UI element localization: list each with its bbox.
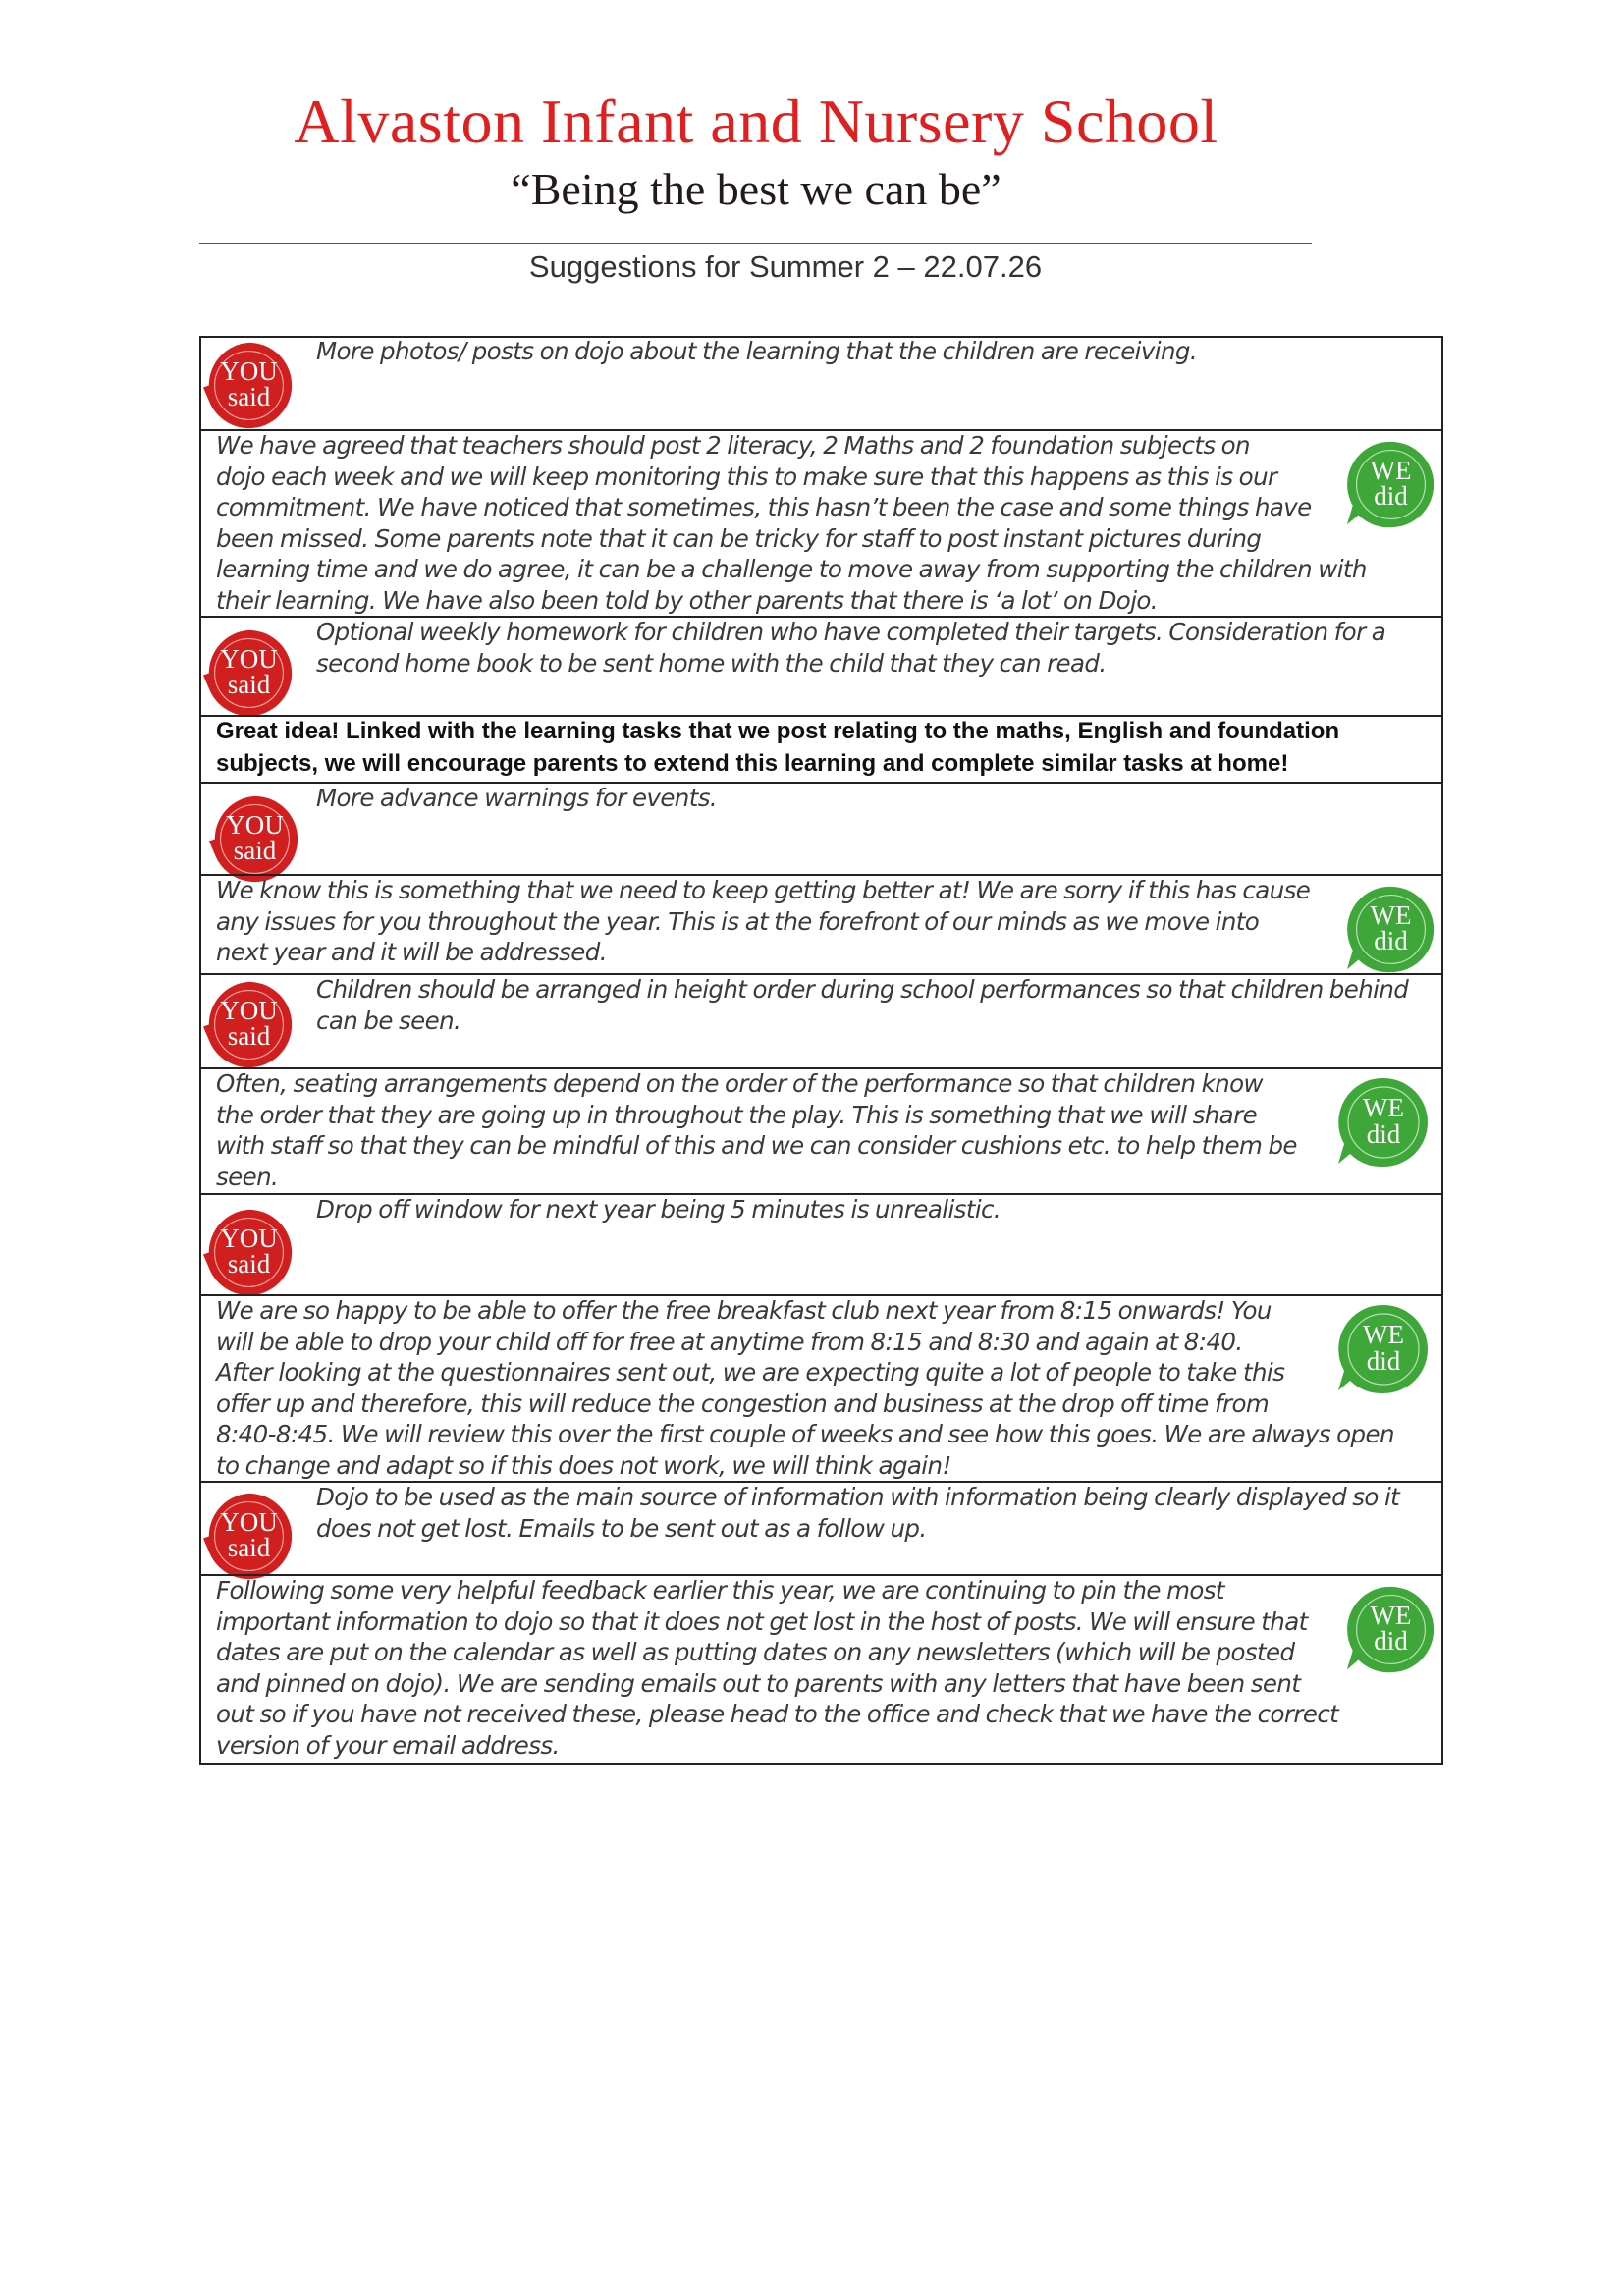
said-label: said: [227, 670, 271, 699]
we-did-badge: [1343, 1582, 1438, 1677]
you-label: YOU: [220, 1224, 278, 1253]
you-said-row: [201, 782, 1441, 874]
you-said-row: [201, 973, 1441, 1067]
we-did-row: [201, 715, 1441, 782]
you-said-badge: [201, 338, 297, 433]
did-label: did: [1374, 926, 1408, 955]
you-label: YOU: [220, 644, 278, 674]
school-motto: “Being the best we can be”: [511, 164, 1001, 214]
you-said-text: Children should be arranged in height order during school performances so that children behind can be seen.: [316, 975, 1409, 1035]
we-did-text: Great idea! Linked with the learning tasks that we post relating to the maths, English and foundation subjects, we will encourage parents to extend this learning and complete similar tasks at home!: [216, 718, 1340, 777]
you-said-text: Optional weekly homework for children who have completed their targets. Consideration for a second home book to be sent home with the child that they can read.: [316, 618, 1386, 678]
we-label: WE: [1370, 900, 1412, 930]
we-did-badge: [1343, 882, 1438, 977]
you-said-badge: [201, 1205, 297, 1300]
said-label: said: [227, 1533, 271, 1562]
document-subtitle: Suggestions for Summer 2 – 22.07.26: [528, 249, 1043, 284]
you-label: YOU: [220, 996, 278, 1025]
you-said-badge: [201, 626, 297, 721]
feedback-table: [199, 336, 1443, 1765]
you-label: YOU: [226, 810, 284, 840]
we-did-row: [201, 1067, 1441, 1193]
we-label: WE: [1363, 1093, 1404, 1122]
you-said-badge: [207, 791, 302, 887]
you-label: YOU: [220, 356, 278, 386]
did-label: did: [1366, 1119, 1401, 1149]
you-said-badge: [201, 977, 297, 1072]
we-did-text: Following some very helpful feedback earlier this year, we are continuing to pin the most important information to dojo so that it does not get lost in the host of posts. We will ensure that dates are put on the calendar as well as putting dates on any newsletters (which will be posted and pinned on dojo). We are sending emails out to parents with any letters that have been sent out so if you have not received these, please head to the office and check that we have the correct version of your email address.: [216, 1576, 1339, 1760]
school-name: Alvaston Infant and Nursery School: [294, 86, 1218, 156]
you-said-badge: [201, 1489, 297, 1584]
said-label: said: [227, 382, 271, 411]
we-label: WE: [1370, 1601, 1412, 1630]
we-did-text: We have agreed that teachers should post 2 literacy, 2 Maths and 2 foundation subjects on dojo each week and we will keep monitoring this to make sure that this happens as this is our commitment. We have noticed that sometimes, this hasn’t been the case and some things have been missed. Some parents note that it can be tricky for staff to post instant pictures during learning time and we do agree, it can be a challenge to move away from supporting the children with their learning. We have also been told by other parents that there is ‘a lot’ on Dojo.: [216, 431, 1367, 615]
you-said-row: [201, 1481, 1441, 1574]
we-did-row: [201, 429, 1441, 616]
said-label: said: [227, 1249, 271, 1279]
we-did-row: [201, 1294, 1441, 1481]
we-did-text: We know this is something that we need to keep getting better at! We are sorry if this has cause any issues for you throughout the year. This is at the forefront of our minds as we move into next year and it will be addressed.: [216, 876, 1311, 966]
header-divider: [199, 243, 1312, 244]
you-said-text: More photos/ posts on dojo about the learning that the children are receiving.: [316, 337, 1198, 365]
we-did-row: [201, 874, 1441, 973]
did-label: did: [1374, 481, 1408, 511]
you-said-row: [201, 616, 1441, 715]
we-label: WE: [1370, 456, 1412, 485]
we-did-text: We are so happy to be able to offer the free breakfast club next year from 8:15 onwards! You will be able to drop your child off for free at anytime from 8:15 and 8:30 and again at 8:40. After looking at the questionnaires sent out, we are expecting quite a lot of people to take this offer up and therefore, this will reduce the congestion and business at the drop off time from 8:40-8:45. We will review this over the first couple of weeks and see how this goes. We are always open to change and adapt so if this does not work, we will think again!: [216, 1296, 1394, 1480]
said-label: said: [227, 1021, 271, 1051]
you-said-text: Drop off window for next year being 5 minutes is unrealistic.: [316, 1195, 1001, 1224]
we-did-text: Often, seating arrangements depend on the order of the performance so that children know the order that they are going up in throughout the play. This is something that we will share with staff so that they can be mindful of this and we can consider cushions etc. to help them be seen.: [216, 1069, 1297, 1191]
you-label: YOU: [220, 1507, 278, 1537]
we-did-badge: [1334, 1073, 1433, 1171]
you-said-text: More advance warnings for events.: [316, 784, 718, 812]
you-said-row: [201, 338, 1441, 429]
did-label: did: [1366, 1346, 1401, 1376]
we-label: WE: [1363, 1320, 1404, 1349]
said-label: said: [233, 836, 277, 865]
we-did-row: [201, 1574, 1441, 1763]
did-label: did: [1374, 1626, 1408, 1656]
you-said-row: [201, 1193, 1441, 1294]
you-said-text: Dojo to be used as the main source of information with information being clearly displayed so it does not get lost. Emails to be sent out as a follow up.: [316, 1483, 1400, 1543]
